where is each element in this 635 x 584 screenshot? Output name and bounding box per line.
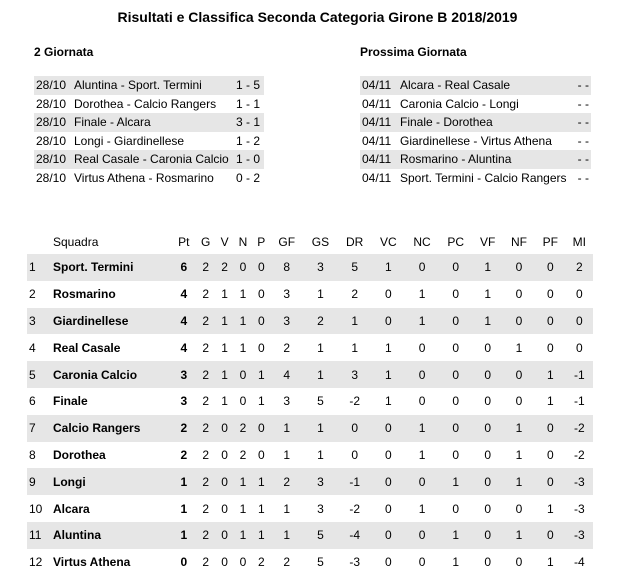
stat-cell: 1: [283, 501, 291, 516]
results-heading: 2 Giornata: [34, 45, 94, 59]
stat-cell: 2: [239, 447, 247, 462]
stat-cell: 0: [566, 308, 593, 335]
points-cell: 4: [180, 340, 188, 355]
stat-cell: 1: [234, 308, 253, 335]
match-date: 04/11: [360, 76, 398, 95]
column-header: PC: [447, 235, 465, 249]
match-date: 28/10: [36, 170, 67, 185]
match-row: [360, 150, 591, 169]
points-cell: 2: [172, 415, 196, 442]
stat-cell: 0: [452, 501, 460, 516]
position-cell: 5: [27, 361, 52, 388]
column-header: N: [238, 235, 248, 249]
match-score: 0 - 2: [235, 170, 260, 185]
stat-cell: 1: [257, 394, 265, 409]
stat-cell: 0: [575, 340, 583, 355]
stat-cell: 0: [484, 394, 491, 409]
points-cell: 1: [172, 522, 196, 549]
match-date: 04/11: [362, 170, 392, 185]
stat-cell: 3: [303, 254, 337, 281]
stat-cell: 2: [234, 415, 253, 442]
stat-cell: 1: [270, 522, 303, 549]
stat-cell: 1: [317, 287, 324, 302]
stat-cell: 2: [202, 340, 210, 355]
stat-cell: 0: [405, 468, 439, 495]
stat-cell: 5: [317, 394, 324, 409]
stat-cell: 1: [503, 522, 535, 549]
team-name: Longi: [52, 468, 172, 495]
stat-cell: 0: [535, 522, 566, 549]
stat-cell: 1: [472, 308, 503, 335]
stat-cell: 1: [257, 501, 265, 516]
stat-cell: 1: [303, 415, 337, 442]
stat-cell: 1: [216, 361, 234, 388]
position-cell: 4: [29, 340, 36, 355]
standings-header-row: [27, 230, 593, 254]
position-cell: 9: [27, 468, 52, 495]
stat-cell: 0: [452, 394, 460, 409]
results-table: [34, 76, 264, 187]
stat-cell: 1: [452, 555, 460, 570]
column-header: MI: [572, 235, 586, 249]
stat-cell: 2: [283, 555, 291, 570]
match-row: [34, 95, 264, 114]
match-row: [360, 169, 591, 188]
match-row: [34, 169, 264, 188]
standings-table: [27, 230, 593, 576]
stat-cell: 1: [405, 308, 439, 335]
stat-cell: 0: [405, 254, 439, 281]
stat-cell: 3: [338, 361, 372, 388]
stat-cell: 2: [196, 468, 216, 495]
standings-row: [27, 468, 593, 495]
match-row: [360, 95, 591, 114]
match-date: 28/10: [36, 133, 67, 148]
stat-cell: -2: [566, 415, 593, 442]
match-teams: Longi - Giardinellese: [74, 133, 185, 148]
column-header: Squadra: [53, 235, 99, 249]
stat-cell: -1: [338, 468, 372, 495]
stat-cell: 0: [535, 415, 566, 442]
stat-cell: 1: [216, 308, 234, 335]
stat-cell: 2: [283, 340, 291, 355]
stat-cell: 0: [257, 287, 265, 302]
stat-cell: 0: [452, 287, 460, 302]
stat-cell: 0: [372, 522, 405, 549]
stat-cell: 1: [252, 522, 270, 549]
stat-cell: 0: [472, 361, 503, 388]
position-cell: 8: [29, 447, 36, 462]
stat-cell: 1: [239, 287, 247, 302]
stat-cell: 1: [351, 340, 359, 355]
stat-cell: 0: [252, 254, 270, 281]
match-date: 04/11: [362, 133, 392, 148]
match-score: 3 - 1: [233, 113, 264, 132]
team-name: Aluntina: [52, 522, 172, 549]
points-cell: 4: [180, 287, 188, 302]
stat-cell: 2: [196, 254, 216, 281]
stat-cell: 0: [515, 287, 523, 302]
match-score: - -: [575, 76, 591, 95]
stat-cell: 1: [252, 361, 270, 388]
stat-cell: 0: [385, 555, 392, 570]
stat-cell: 0: [503, 308, 535, 335]
stat-cell: -2: [574, 447, 585, 462]
team-name: Real Casale: [53, 340, 121, 355]
stat-cell: 1: [472, 254, 503, 281]
stat-cell: 0: [535, 254, 566, 281]
stat-cell: 0: [221, 501, 228, 516]
match-row: [34, 150, 264, 169]
stat-cell: 0: [234, 361, 253, 388]
standings-row: [27, 281, 593, 308]
points-cell: 1: [180, 501, 188, 516]
team-name: Rosmarino: [53, 287, 116, 302]
match-score: 1 - 1: [235, 96, 260, 111]
stat-cell: 0: [503, 254, 535, 281]
stat-cell: 0: [439, 254, 472, 281]
stat-cell: 1: [239, 340, 247, 355]
match-row: [360, 113, 591, 132]
stat-cell: 0: [216, 522, 234, 549]
stat-cell: 0: [472, 468, 503, 495]
match-date: 28/10: [34, 150, 72, 169]
stat-cell: 0: [418, 555, 426, 570]
standings-row: [27, 254, 593, 281]
match-teams: Giardinellese - Virtus Athena: [400, 133, 552, 148]
stat-cell: 1: [385, 340, 392, 355]
stat-cell: 0: [575, 287, 583, 302]
position-cell: 2: [29, 287, 36, 302]
standings-row: [27, 308, 593, 335]
stat-cell: 0: [546, 340, 554, 355]
stat-cell: 2: [351, 287, 359, 302]
match-teams: Finale - Alcara: [72, 113, 233, 132]
stat-cell: 2: [202, 287, 210, 302]
stat-cell: 4: [270, 361, 303, 388]
stat-cell: -2: [349, 394, 361, 409]
stat-cell: 0: [535, 308, 566, 335]
stat-cell: 1: [439, 522, 472, 549]
stat-cell: 2: [202, 394, 210, 409]
team-name: Virtus Athena: [53, 555, 131, 570]
column-header: NC: [413, 235, 431, 249]
match-row: [34, 132, 264, 151]
column-header: VF: [479, 235, 496, 249]
stat-cell: -3: [566, 468, 593, 495]
match-date: 28/10: [34, 113, 72, 132]
match-date: 28/10: [34, 76, 72, 95]
match-row: [34, 76, 264, 95]
match-score: - -: [577, 96, 589, 111]
stat-cell: 0: [216, 468, 234, 495]
match-score: - -: [577, 170, 589, 185]
stat-cell: 0: [234, 254, 253, 281]
stat-cell: 0: [546, 287, 554, 302]
position-cell: 3: [27, 308, 52, 335]
stat-cell: 0: [257, 447, 265, 462]
points-cell: 3: [180, 394, 188, 409]
next-round-table: [360, 76, 591, 187]
stat-cell: -3: [566, 522, 593, 549]
stat-cell: 0: [472, 415, 503, 442]
stat-cell: 0: [515, 555, 523, 570]
match-teams: Alcara - Real Casale: [398, 76, 575, 95]
stat-cell: 0: [535, 468, 566, 495]
stat-cell: 0: [472, 522, 503, 549]
stat-cell: 0: [372, 468, 405, 495]
match-score: - -: [575, 150, 591, 169]
column-header: G: [201, 235, 211, 249]
stat-cell: 5: [303, 522, 337, 549]
stat-cell: 3: [303, 468, 337, 495]
position-cell: 12: [29, 555, 43, 570]
stat-cell: 3: [270, 308, 303, 335]
match-score: 1 - 5: [233, 76, 264, 95]
stat-cell: 1: [239, 501, 247, 516]
match-score: 1 - 2: [235, 133, 260, 148]
stat-cell: 1: [418, 447, 426, 462]
stat-cell: 1: [439, 468, 472, 495]
match-teams: Sport. Termini - Calcio Rangers: [400, 170, 567, 185]
stat-cell: 0: [439, 361, 472, 388]
stat-cell: -4: [574, 555, 585, 570]
standings-row: [27, 388, 593, 415]
column-header: Pt: [178, 235, 190, 249]
stat-cell: 2: [196, 308, 216, 335]
stat-cell: 1: [303, 361, 337, 388]
match-row: [34, 113, 264, 132]
stat-cell: 1: [317, 447, 324, 462]
match-teams: Dorothea - Calcio Rangers: [74, 96, 217, 111]
match-teams: Aluntina - Sport. Termini: [72, 76, 233, 95]
stat-cell: 1: [503, 468, 535, 495]
stat-cell: 0: [484, 447, 491, 462]
stat-cell: 2: [196, 361, 216, 388]
match-teams: Rosmarino - Aluntina: [398, 150, 575, 169]
stat-cell: 3: [317, 501, 324, 516]
match-date: 04/11: [362, 96, 392, 111]
stat-cell: 1: [283, 447, 291, 462]
column-header: NF: [510, 235, 527, 249]
stat-cell: 2: [196, 415, 216, 442]
stat-cell: 1: [372, 361, 405, 388]
position-cell: 10: [29, 501, 43, 516]
stat-cell: 0: [221, 555, 228, 570]
page-title: Risultati e Classifica Seconda Categoria Girone B 2018/2019: [117, 9, 518, 25]
match-teams: Real Casale - Caronia Calcio: [72, 150, 233, 169]
stat-cell: 0: [405, 361, 439, 388]
position-cell: 11: [27, 522, 52, 549]
standings-row: [27, 334, 593, 361]
stat-cell: 0: [452, 340, 460, 355]
stat-cell: 1: [385, 394, 392, 409]
column-header: PF: [542, 235, 558, 249]
column-header: [27, 230, 52, 254]
stat-cell: 0: [372, 415, 405, 442]
stat-cell: 1: [515, 340, 523, 355]
stat-cell: 1: [234, 522, 253, 549]
stat-cell: 2: [202, 555, 210, 570]
stat-cell: 1: [546, 555, 554, 570]
stat-cell: 0: [503, 361, 535, 388]
stat-cell: 2: [257, 555, 265, 570]
column-header: P: [257, 235, 266, 249]
stat-cell: -3: [349, 555, 361, 570]
match-score: - -: [577, 133, 589, 148]
stat-cell: -3: [574, 501, 585, 516]
match-date: 04/11: [360, 113, 398, 132]
stat-cell: 1: [252, 468, 270, 495]
stat-cell: 0: [484, 555, 491, 570]
team-name: Caronia Calcio: [52, 361, 172, 388]
stat-cell: 1: [484, 287, 491, 302]
stat-cell: 0: [385, 447, 392, 462]
match-date: 04/11: [360, 150, 398, 169]
standings-row: [27, 549, 593, 576]
standings-row: [27, 361, 593, 388]
points-cell: 0: [180, 555, 188, 570]
stat-cell: 1: [221, 340, 228, 355]
stat-cell: 5: [338, 254, 372, 281]
stat-cell: 0: [385, 287, 392, 302]
stat-cell: -2: [349, 501, 361, 516]
stat-cell: 1: [270, 415, 303, 442]
stat-cell: -4: [338, 522, 372, 549]
stat-cell: 1: [515, 447, 523, 462]
stat-cell: 0: [351, 447, 359, 462]
column-header: DR: [346, 235, 364, 249]
standings-row: [27, 522, 593, 549]
stat-cell: 1: [405, 415, 439, 442]
stat-cell: 0: [338, 415, 372, 442]
stat-cell: 2: [202, 447, 210, 462]
stat-cell: 0: [452, 447, 460, 462]
stat-cell: 1: [418, 501, 426, 516]
column-header: VC: [380, 235, 397, 249]
team-name: Dorothea: [53, 447, 106, 462]
stat-cell: 1: [234, 468, 253, 495]
stat-cell: 0: [418, 394, 426, 409]
stat-cell: 0: [418, 340, 426, 355]
position-cell: 1: [27, 254, 52, 281]
points-cell: 4: [172, 308, 196, 335]
standings-row: [27, 495, 593, 522]
stat-cell: 5: [317, 555, 324, 570]
stat-cell: 1: [317, 340, 324, 355]
stat-cell: 1: [372, 254, 405, 281]
team-name: Alcara: [53, 501, 90, 516]
stat-cell: 1: [546, 501, 554, 516]
points-cell: 2: [180, 447, 188, 462]
stat-cell: 8: [270, 254, 303, 281]
stat-cell: 1: [221, 287, 228, 302]
stat-cell: 0: [405, 522, 439, 549]
stat-cell: 0: [439, 415, 472, 442]
stat-cell: 0: [239, 394, 247, 409]
stat-cell: 1: [418, 287, 426, 302]
stat-cell: 2: [270, 468, 303, 495]
next-round-heading: Prossima Giornata: [360, 45, 467, 59]
match-teams: Caronia Calcio - Longi: [400, 96, 519, 111]
standings-row: [27, 442, 593, 469]
stat-cell: 0: [484, 501, 491, 516]
stat-cell: 2: [202, 501, 210, 516]
stat-cell: 0: [252, 308, 270, 335]
match-score: 1 - 0: [233, 150, 264, 169]
stat-cell: 3: [283, 287, 291, 302]
position-cell: 7: [27, 415, 52, 442]
stat-cell: -1: [566, 361, 593, 388]
column-header: V: [220, 235, 229, 249]
match-row: [360, 76, 591, 95]
stat-cell: 0: [372, 308, 405, 335]
stat-cell: 1: [535, 361, 566, 388]
stat-cell: 0: [439, 308, 472, 335]
match-score: - -: [575, 113, 591, 132]
stat-cell: 0: [546, 447, 554, 462]
stat-cell: 0: [221, 447, 228, 462]
stat-cell: 0: [484, 340, 491, 355]
stat-cell: 2: [303, 308, 337, 335]
team-name: Giardinellese: [52, 308, 172, 335]
stat-cell: 0: [515, 501, 523, 516]
match-row: [360, 132, 591, 151]
match-teams: Virtus Athena - Rosmarino: [74, 170, 214, 185]
position-cell: 6: [29, 394, 36, 409]
points-cell: 1: [172, 468, 196, 495]
stat-cell: 0: [216, 415, 234, 442]
stat-cell: 0: [252, 415, 270, 442]
stat-cell: 1: [221, 394, 228, 409]
stat-cell: 0: [385, 501, 392, 516]
stat-cell: 2: [216, 254, 234, 281]
match-teams: Finale - Dorothea: [398, 113, 575, 132]
match-date: 28/10: [36, 96, 67, 111]
standings-row: [27, 415, 593, 442]
stat-cell: 2: [196, 522, 216, 549]
team-name: Finale: [53, 394, 88, 409]
stat-cell: 1: [338, 308, 372, 335]
stat-cell: 1: [503, 415, 535, 442]
stat-cell: 2: [566, 254, 593, 281]
stat-cell: 3: [283, 394, 291, 409]
stat-cell: 1: [546, 394, 554, 409]
team-name: Sport. Termini: [52, 254, 172, 281]
stat-cell: -1: [574, 394, 585, 409]
team-name: Calcio Rangers: [52, 415, 172, 442]
stat-cell: 0: [515, 394, 523, 409]
stat-cell: 0: [239, 555, 247, 570]
points-cell: 3: [172, 361, 196, 388]
stat-cell: 0: [257, 340, 265, 355]
column-header: GF: [278, 235, 296, 249]
points-cell: 6: [172, 254, 196, 281]
column-header: GS: [311, 235, 330, 249]
